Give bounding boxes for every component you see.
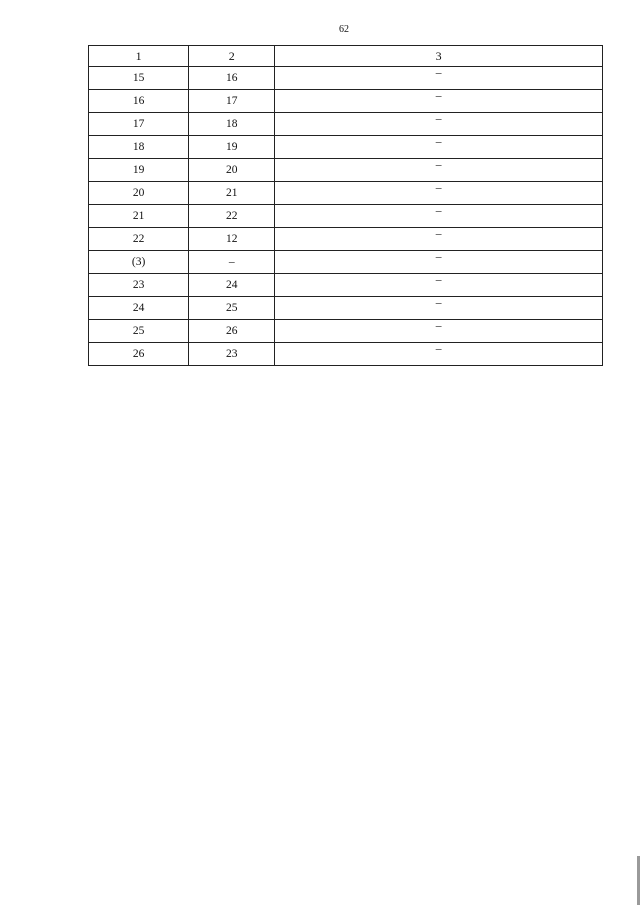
- table-cell: 15: [89, 67, 189, 90]
- table-cell: 20: [89, 182, 189, 205]
- table-cell: 26: [189, 320, 275, 343]
- table-cell: [275, 67, 603, 90]
- table-cell: [275, 320, 603, 343]
- table-cell: 23: [89, 274, 189, 297]
- table-cell: 18: [189, 113, 275, 136]
- table-cell: 17: [189, 90, 275, 113]
- dash-mark: –: [435, 205, 442, 217]
- table-cell: –: [189, 251, 275, 274]
- dash-mark: –: [435, 274, 442, 286]
- table-cell: 26: [89, 343, 189, 366]
- table-row: [89, 159, 603, 182]
- table-row: [89, 182, 603, 205]
- table-cell: [275, 136, 603, 159]
- table-row: [89, 297, 603, 320]
- table-cell: [275, 297, 603, 320]
- table-row: [89, 320, 603, 343]
- table-cell: [275, 274, 603, 297]
- data-table: [88, 45, 603, 366]
- table-cell: 16: [189, 67, 275, 90]
- table-cell: 21: [189, 182, 275, 205]
- page-number: 62: [339, 24, 349, 35]
- column-header-3: 3: [275, 46, 603, 67]
- table-row: [89, 205, 603, 228]
- table-cell: 19: [189, 136, 275, 159]
- table-cell: (3): [89, 251, 189, 274]
- table-cell: [275, 228, 603, 251]
- table-cell: [275, 90, 603, 113]
- dash-mark: –: [435, 320, 442, 332]
- dash-mark: –: [435, 136, 442, 148]
- table-cell: 22: [89, 228, 189, 251]
- table-cell: 25: [189, 297, 275, 320]
- table-row: [89, 251, 603, 274]
- table-cell: 25: [89, 320, 189, 343]
- table-cell: 22: [189, 205, 275, 228]
- table-cell: 18: [89, 136, 189, 159]
- table-row: [89, 228, 603, 251]
- dash-mark: –: [435, 343, 442, 355]
- dash-mark: –: [435, 297, 442, 309]
- column-header-2: 2: [189, 46, 275, 67]
- table-row: [89, 343, 603, 366]
- table-cell: 20: [189, 159, 275, 182]
- table-cell: 19: [89, 159, 189, 182]
- table-cell: 16: [89, 90, 189, 113]
- table-cell: 24: [89, 297, 189, 320]
- table-row: [89, 113, 603, 136]
- table-row: [89, 136, 603, 159]
- dash-mark: –: [435, 90, 442, 102]
- dash-mark: –: [435, 67, 442, 79]
- table-cell: 24: [189, 274, 275, 297]
- table-header-row: [89, 46, 603, 67]
- dash-mark: –: [435, 228, 442, 240]
- table-row: [89, 90, 603, 113]
- table-cell: 12: [189, 228, 275, 251]
- dash-mark: –: [435, 251, 442, 263]
- table-cell: 17: [89, 113, 189, 136]
- table-cell: [275, 113, 603, 136]
- table-cell: [275, 182, 603, 205]
- table-cell: [275, 343, 603, 366]
- table-cell: [275, 205, 603, 228]
- table-row: [89, 274, 603, 297]
- table-cell: 21: [89, 205, 189, 228]
- table-cell: [275, 159, 603, 182]
- column-header-1: 1: [89, 46, 189, 67]
- dash-mark: –: [435, 113, 442, 125]
- table-cell: 23: [189, 343, 275, 366]
- table-row: [89, 67, 603, 90]
- table-cell: [275, 251, 603, 274]
- dash-mark: –: [435, 159, 442, 171]
- dash-mark: –: [435, 182, 442, 194]
